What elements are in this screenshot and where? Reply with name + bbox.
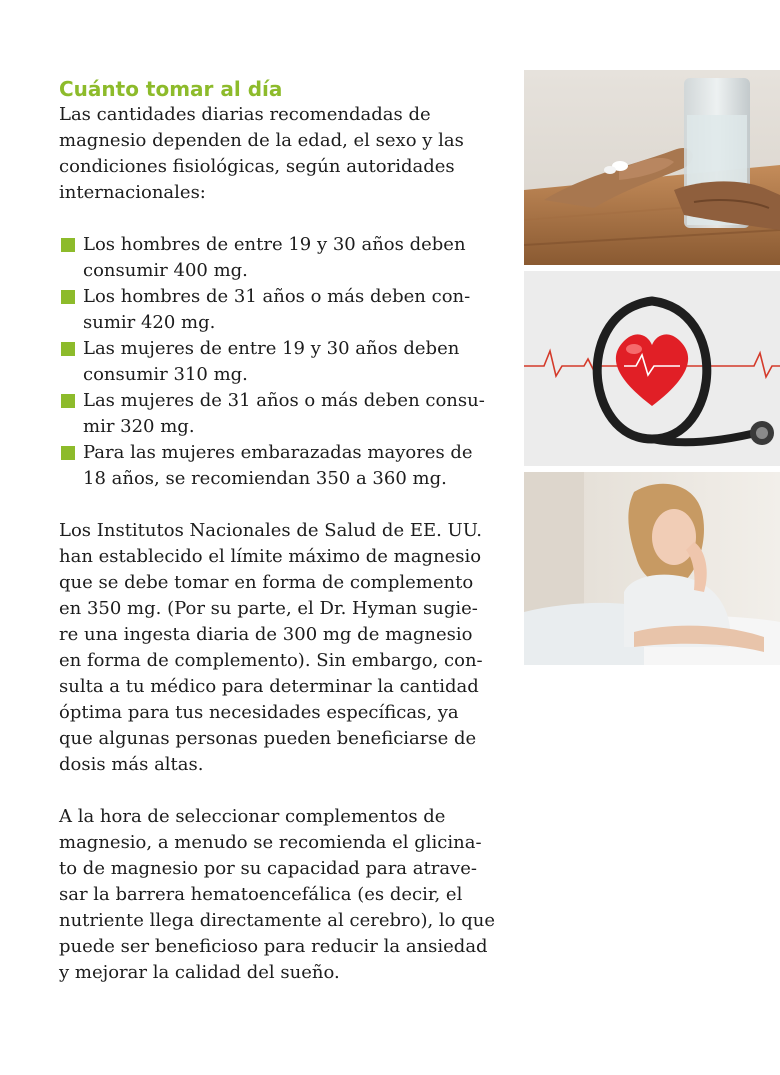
list-item bbox=[59, 232, 505, 284]
spacer bbox=[59, 778, 505, 804]
pills-water-illustration bbox=[524, 70, 780, 265]
photo-pills-and-water bbox=[524, 70, 780, 265]
list-item bbox=[59, 284, 505, 336]
woman-in-bed-illustration bbox=[524, 472, 780, 665]
intro-paragraph: Las cantidades diarias recomendadas de magnesio dependen de la edad, el sexo y las condiciones fisiológicas, según autoridades internacionales: bbox=[59, 104, 464, 203]
green-square-bullet-icon bbox=[61, 394, 75, 408]
photo-woman-tired-in-bed bbox=[524, 472, 780, 665]
list-item bbox=[59, 336, 505, 388]
list-item-text: Las mujeres de entre 19 y 30 años deben consumir 310 mg. bbox=[83, 338, 460, 385]
spacer bbox=[59, 206, 505, 232]
green-square-bullet-icon bbox=[61, 238, 75, 252]
green-square-bullet-icon bbox=[61, 446, 75, 460]
list-item-text: Las mujeres de 31 años o más deben consu- mir 320 mg. bbox=[83, 390, 485, 437]
spacer bbox=[59, 492, 505, 518]
list-item-text: Los hombres de entre 19 y 30 años deben consumir 400 mg. bbox=[83, 234, 466, 281]
list-item-text: Para las mujeres embarazadas mayores de 18 años, se recomiendan 350 a 360 mg. bbox=[83, 442, 473, 489]
green-square-bullet-icon bbox=[61, 342, 75, 356]
article-text-column bbox=[59, 76, 505, 986]
section-heading: Cuánto tomar al día bbox=[59, 77, 283, 101]
supplement-paragraph: A la hora de seleccionar complementos de magnesio, a menudo se recomienda el glicina- to de magnesio por su capacidad para atrave- sar la barrera hematoencefálica (es decir, el nutriente llega directamente al cerebro), lo que puede ser beneficioso para reducir la ansiedad y mejorar la calidad del sueño. bbox=[59, 806, 495, 983]
photo-heart-stethoscope bbox=[524, 271, 780, 466]
list-item-text: Los hombres de 31 años o más deben con- sumir 420 mg. bbox=[83, 286, 471, 333]
heart-stethoscope-illustration bbox=[524, 271, 780, 466]
list-item bbox=[59, 388, 505, 440]
intake-list bbox=[59, 232, 505, 492]
green-square-bullet-icon bbox=[61, 290, 75, 304]
limits-paragraph: Los Institutos Nacionales de Salud de EE. UU. han establecido el límite máximo de magnesio que se debe tomar en forma de complemento en 350 mg. (Por su parte, el Dr. Hyman sugie- re una ingesta diaria de 300 mg de magnesio en forma de complemento). Sin embargo, con- sulta a tu médico para determinar la cantidad óptima para tus necesidades específicas, ya que algunas personas pueden beneficiarse de dosis más altas. bbox=[59, 520, 483, 775]
list-item bbox=[59, 440, 505, 492]
